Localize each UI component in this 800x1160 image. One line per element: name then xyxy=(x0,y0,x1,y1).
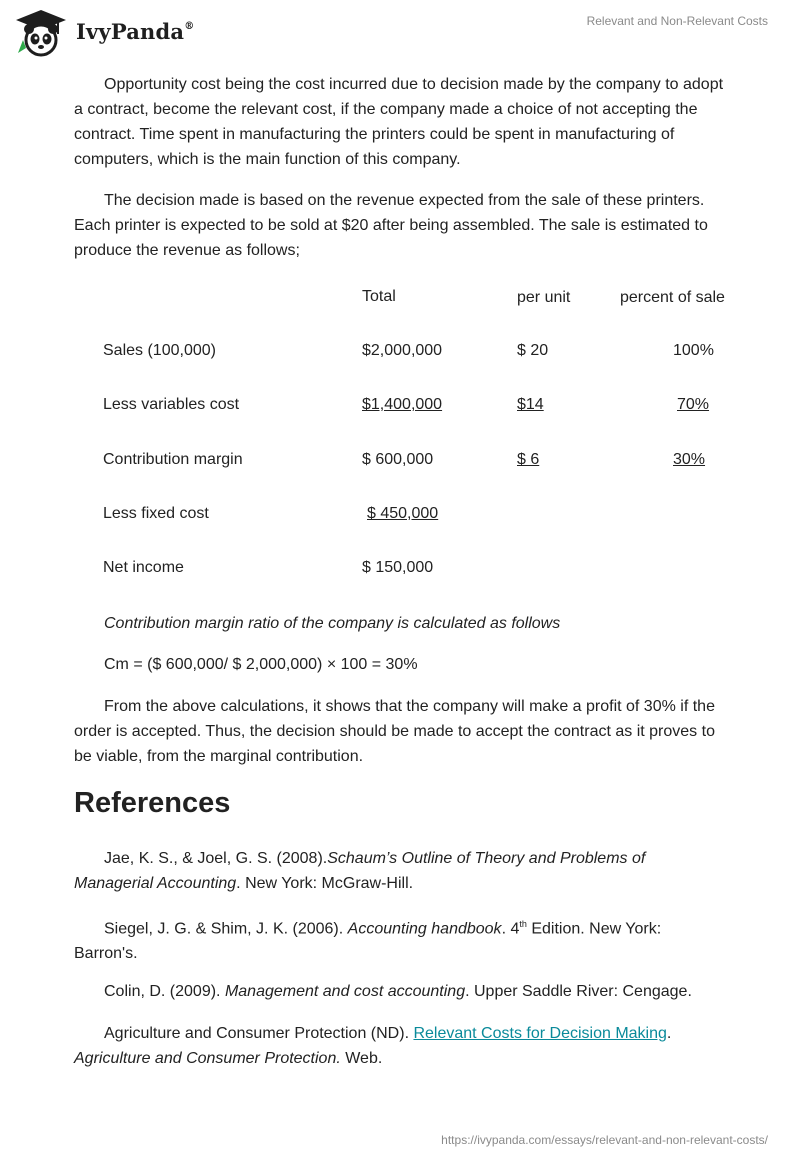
row-label: Sales (100,000) xyxy=(103,342,216,359)
calc-intro: Contribution margin ratio of the company is calculated as follows xyxy=(104,615,561,632)
reference-item: Colin, D. (2009). Management and cost accounting. Upper Saddle River: Cengage. xyxy=(104,983,692,1000)
header-per-unit: per unit xyxy=(517,289,571,306)
page-header xyxy=(0,0,800,64)
calc-conclusion: From the above calculations, it shows that the company will make a profit of 30% if the order is accepted. Thus, the decision should be made to accept the contract as it proves to be viable, from the marginal contribution. xyxy=(74,698,715,765)
references-heading: References xyxy=(74,787,231,819)
row-percent: 100% xyxy=(673,342,714,359)
reference-item: Agriculture and Consumer Protection (ND). Relevant Costs for Decision Making. Agriculture and Consumer Protection. Web. xyxy=(74,1025,672,1067)
footer-url: https://ivypanda.com/essays/relevant-and-non-relevant-costs/ xyxy=(441,1133,768,1147)
row-label: Contribution margin xyxy=(103,451,243,468)
reference-item: Jae, K. S., & Joel, G. S. (2008).Schaum’s Outline of Theory and Problems of Managerial Accounting. New York: McGraw-Hill. xyxy=(74,850,646,892)
row-percent: 70% xyxy=(677,396,710,413)
row-label: Net income xyxy=(103,559,184,576)
reference-item: Siegel, J. G. & Shim, J. K. (2006). Accounting handbook. 4th Edition. New York: Barron's. xyxy=(74,919,662,963)
row-per-unit: $ 20 xyxy=(517,342,549,359)
reference-link[interactable]: Relevant Costs for Decision Making xyxy=(413,1025,667,1042)
header-total: Total xyxy=(362,288,396,305)
row-per-unit: $14 xyxy=(517,396,544,413)
row-label: Less fixed cost xyxy=(103,505,209,522)
row-label: Less variables cost xyxy=(103,396,240,413)
row-percent: 30% xyxy=(673,451,706,468)
paragraph-revenue: The decision made is based on the revenue expected from the sale of these printers. Each printer is expected to be sold at $20 after being assembled. The sale is estimated to produce the revenue as follows; xyxy=(74,192,708,259)
row-total: $2,000,000 xyxy=(362,342,443,359)
header-percent: percent of sale xyxy=(620,289,725,306)
paragraph-opportunity-cost: Opportunity cost being the cost incurred due to decision made by the company to adopt a contract, become the relevant cost, if the company made a choice of not accepting the contract. Time spent in manufacturing the printers could be spent in manufacturing of computers, which is the main function of this company. xyxy=(74,76,724,168)
panda-logo-icon[interactable] xyxy=(14,8,68,58)
brand-name[interactable]: IvyPanda® xyxy=(76,19,195,44)
row-total: $1,400,000 xyxy=(362,396,443,413)
document-title: Relevant and Non-Relevant Costs xyxy=(586,14,768,28)
calc-formula: Cm = ($ 600,000/ $ 2,000,000) × 100 = 30% xyxy=(104,656,418,673)
row-total: $ 450,000 xyxy=(367,505,439,522)
row-total: $ 150,000 xyxy=(362,559,434,576)
row-per-unit: $ 6 xyxy=(517,451,540,468)
row-total: $ 600,000 xyxy=(362,451,434,468)
